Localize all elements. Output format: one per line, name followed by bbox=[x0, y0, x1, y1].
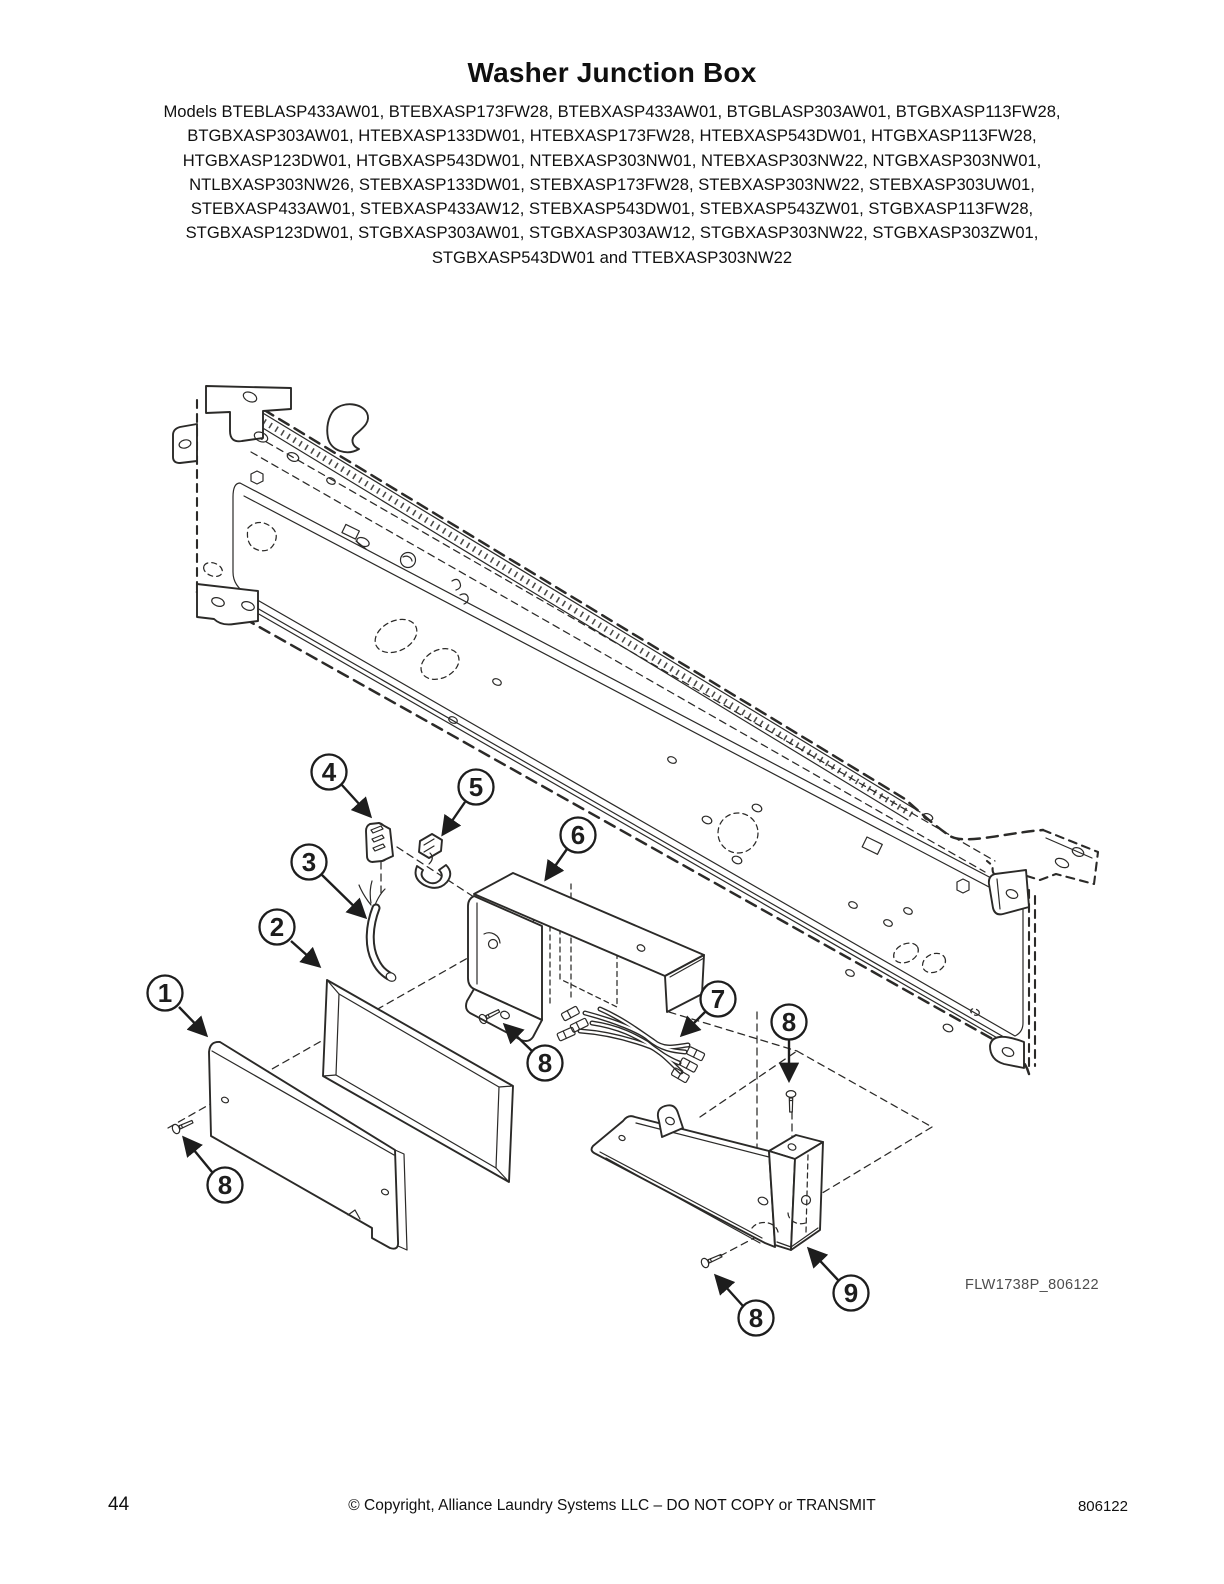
svg-text:8: 8 bbox=[217, 1170, 233, 1200]
callout-9 bbox=[809, 1249, 869, 1311]
part-5-strain-relief bbox=[416, 834, 451, 888]
callout-8-top bbox=[772, 1005, 807, 1081]
callout-2 bbox=[260, 910, 320, 967]
svg-text:4: 4 bbox=[321, 757, 337, 787]
callout-3 bbox=[292, 845, 366, 918]
models-line: Models BTEBLASP433AW01, BTEBXASP173FW28, BTEBXASP433AW01, BTGBLASP303AW01, BTGBXASP113FW28, bbox=[163, 102, 1061, 121]
callout-8-bottom bbox=[716, 1276, 774, 1336]
callout-4 bbox=[312, 755, 371, 817]
models-line: STGBXASP543DW01 and TTEBXASP303NW22 bbox=[431, 247, 793, 267]
part-6-bracket bbox=[466, 873, 704, 1041]
callouts bbox=[148, 755, 869, 1336]
svg-text:9: 9 bbox=[843, 1278, 859, 1308]
doc-number: 806122 bbox=[1077, 1498, 1128, 1515]
callout-6 bbox=[546, 818, 596, 880]
svg-text:8: 8 bbox=[748, 1303, 764, 1333]
part-9-junction-box bbox=[592, 1105, 823, 1250]
svg-text:1: 1 bbox=[157, 978, 173, 1008]
part-3-wires bbox=[359, 881, 397, 983]
models-line: STGBXASP123DW01, STGBXASP303AW01, STGBXASP303AW12, STGBXASP303NW22, STGBXASP303ZW01, bbox=[185, 223, 1039, 243]
page-number: 44 bbox=[108, 1494, 130, 1515]
models-line: BTGBXASP303AW01, HTEBXASP133DW01, HTEBXASP173FW28, HTEBXASP543DW01, HTGBXASP113FW28, bbox=[187, 126, 1037, 146]
svg-text:8: 8 bbox=[537, 1048, 553, 1078]
models-line: HTGBXASP123DW01, HTGBXASP543DW01, NTEBXASP303NW01, NTEBXASP303NW22, NTGBXASP303NW01, bbox=[182, 150, 1042, 170]
part-7-wire-harness bbox=[557, 1006, 705, 1083]
svg-text:5: 5 bbox=[468, 772, 484, 802]
svg-text:7: 7 bbox=[710, 984, 726, 1014]
figure-code-label: FLW1738P_806122 bbox=[965, 1277, 1099, 1293]
page-title: Washer Junction Box bbox=[467, 57, 757, 88]
svg-text:6: 6 bbox=[570, 820, 586, 850]
callout-5 bbox=[443, 770, 494, 835]
part-4-terminal-block bbox=[366, 823, 393, 862]
svg-text:2: 2 bbox=[269, 912, 285, 942]
models-line: STEBXASP433AW01, STEBXASP433AW12, STEBXASP543DW01, STEBXASP543ZW01, STGBXASP113FW28, bbox=[190, 199, 1034, 219]
svg-text:3: 3 bbox=[301, 847, 317, 877]
rear-panel bbox=[173, 386, 1098, 1074]
models-line: NTLBXASP303NW26, STEBXASP133DW01, STEBXASP173FW28, STEBXASP303NW22, STEBXASP303UW01, bbox=[189, 174, 1035, 194]
callout-1 bbox=[148, 976, 207, 1036]
copyright-notice: © Copyright, Alliance Laundry Systems LLC – DO NOT COPY or TRANSMIT bbox=[348, 1497, 876, 1514]
svg-text:8: 8 bbox=[781, 1007, 797, 1037]
